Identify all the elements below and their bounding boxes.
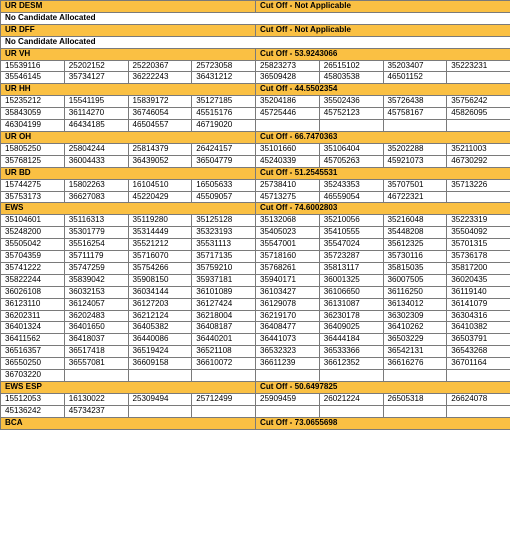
category-name: UR DESM xyxy=(1,1,256,13)
roll-number-row xyxy=(1,155,510,167)
roll-number-cell: 25909459 xyxy=(256,393,320,405)
roll-number-cell: 35759210 xyxy=(192,262,256,274)
roll-number-cell: 36519424 xyxy=(128,346,192,358)
category-name: BCA xyxy=(1,417,256,429)
roll-number-cell: 35211003 xyxy=(447,143,510,155)
roll-number-cell: 15839172 xyxy=(128,96,192,108)
roll-number-cell xyxy=(447,405,510,417)
roll-number-cell: 25804244 xyxy=(64,143,128,155)
roll-number-cell: 35707501 xyxy=(383,179,447,191)
roll-number-cell: 15539116 xyxy=(1,60,65,72)
roll-number-cell: 45713275 xyxy=(256,191,320,203)
roll-number-cell xyxy=(383,370,447,382)
roll-number-cell: 16505633 xyxy=(192,179,256,191)
roll-number-cell: 35410555 xyxy=(319,227,383,239)
roll-number-cell xyxy=(319,405,383,417)
category-name: EWS ESP xyxy=(1,382,256,394)
roll-number-row xyxy=(1,143,510,155)
roll-number-cell: 35817200 xyxy=(447,262,510,274)
roll-number-cell: 35516254 xyxy=(64,239,128,251)
roll-number-cell: 46304199 xyxy=(1,120,65,132)
roll-number-cell: 15744275 xyxy=(1,179,65,191)
roll-number-row xyxy=(1,60,510,72)
roll-number-cell: 35716070 xyxy=(128,251,192,263)
roll-number-cell: 36141079 xyxy=(447,298,510,310)
roll-number-cell: 36409025 xyxy=(319,322,383,334)
roll-number-row xyxy=(1,370,510,382)
roll-number-cell: 36418037 xyxy=(64,334,128,346)
roll-number-row xyxy=(1,322,510,334)
category-name: UR HH xyxy=(1,84,256,96)
roll-number-cell xyxy=(64,370,128,382)
roll-number-cell: 35756242 xyxy=(447,96,510,108)
roll-number-cell: 35210056 xyxy=(319,215,383,227)
roll-number-cell: 36440201 xyxy=(192,334,256,346)
roll-number-cell: 35908150 xyxy=(128,274,192,286)
roll-number-cell: 36230178 xyxy=(319,310,383,322)
roll-number-cell: 35701315 xyxy=(447,239,510,251)
roll-number-cell xyxy=(128,370,192,382)
roll-number-cell: 36034144 xyxy=(128,286,192,298)
roll-number-cell: 46722321 xyxy=(383,191,447,203)
roll-number-row xyxy=(1,191,510,203)
roll-number-cell: 26021224 xyxy=(319,393,383,405)
roll-number-cell: 36503229 xyxy=(383,334,447,346)
category-name: EWS xyxy=(1,203,256,215)
roll-number-cell: 45515176 xyxy=(192,108,256,120)
roll-number-cell xyxy=(383,120,447,132)
roll-number-cell: 35940171 xyxy=(256,274,320,286)
roll-number-cell: 36517418 xyxy=(64,346,128,358)
roll-number-cell: 36408477 xyxy=(256,322,320,334)
section-header-ur-bd xyxy=(1,167,510,179)
roll-number-cell: 36441073 xyxy=(256,334,320,346)
roll-number-cell: 36129078 xyxy=(256,298,320,310)
roll-number-cell: 35204186 xyxy=(256,96,320,108)
roll-number-cell: 35119280 xyxy=(128,215,192,227)
roll-number-cell: 36440086 xyxy=(128,334,192,346)
roll-number-row xyxy=(1,96,510,108)
roll-number-cell: 36212124 xyxy=(128,310,192,322)
roll-number-cell: 35106404 xyxy=(319,143,383,155)
roll-number-cell: 36103427 xyxy=(256,286,320,298)
roll-number-cell: 36627083 xyxy=(64,191,128,203)
roll-number-cell: 26505318 xyxy=(383,393,447,405)
roll-number-cell: 35704359 xyxy=(1,251,65,263)
roll-number-cell: 36509428 xyxy=(256,72,320,84)
roll-number-cell: 35301779 xyxy=(64,227,128,239)
roll-number-cell: 35323193 xyxy=(192,227,256,239)
roll-number-row xyxy=(1,108,510,120)
roll-number-cell: 35547024 xyxy=(319,239,383,251)
roll-number-cell: 36444184 xyxy=(319,334,383,346)
roll-number-cell: 45136242 xyxy=(1,405,65,417)
roll-number-cell: 36408187 xyxy=(192,322,256,334)
roll-number-row xyxy=(1,298,510,310)
roll-number-cell: 36504779 xyxy=(192,155,256,167)
roll-number-cell: 36127424 xyxy=(192,298,256,310)
roll-number-cell: 35125128 xyxy=(192,215,256,227)
roll-number-cell: 36116250 xyxy=(383,286,447,298)
roll-number-cell: 46434185 xyxy=(64,120,128,132)
roll-number-cell: 35127185 xyxy=(192,96,256,108)
category-name: UR BD xyxy=(1,167,256,179)
roll-number-row xyxy=(1,334,510,346)
roll-number-cell xyxy=(256,405,320,417)
roll-number-cell: 36119140 xyxy=(447,286,510,298)
roll-number-cell: 35711179 xyxy=(64,251,128,263)
roll-number-cell: 36202483 xyxy=(64,310,128,322)
roll-number-cell: 36007505 xyxy=(383,274,447,286)
roll-number-row xyxy=(1,310,510,322)
roll-number-cell: 25309494 xyxy=(128,393,192,405)
roll-number-row xyxy=(1,215,510,227)
roll-number-cell: 35813117 xyxy=(319,262,383,274)
roll-number-cell: 46504557 xyxy=(128,120,192,132)
roll-number-cell: 36521108 xyxy=(192,346,256,358)
roll-number-cell: 36004433 xyxy=(64,155,128,167)
category-name: UR OH xyxy=(1,131,256,143)
roll-number-cell: 36557081 xyxy=(64,358,128,370)
roll-number-cell: 35843059 xyxy=(1,108,65,120)
roll-number-cell: 35104601 xyxy=(1,215,65,227)
roll-number-cell xyxy=(319,370,383,382)
roll-number-cell: 36516357 xyxy=(1,346,65,358)
roll-number-cell: 36134012 xyxy=(383,298,447,310)
roll-number-cell: 35547001 xyxy=(256,239,320,251)
cutoff-label: Cut Off - 66.7470363 xyxy=(256,131,510,143)
roll-number-row xyxy=(1,393,510,405)
roll-number-cell: 15805250 xyxy=(1,143,65,155)
roll-number-cell: 36202311 xyxy=(1,310,65,322)
roll-number-row xyxy=(1,251,510,263)
roll-number-cell xyxy=(447,191,510,203)
roll-number-cell: 25712499 xyxy=(192,393,256,405)
cutoff-label: Cut Off - 44.5502354 xyxy=(256,84,510,96)
roll-number-cell: 35713226 xyxy=(447,179,510,191)
roll-number-cell: 36503791 xyxy=(447,334,510,346)
roll-number-cell: 36410262 xyxy=(383,322,447,334)
roll-number-cell: 45758167 xyxy=(383,108,447,120)
roll-number-cell: 36302309 xyxy=(383,310,447,322)
roll-number-cell: 16104510 xyxy=(128,179,192,191)
roll-number-cell: 35223319 xyxy=(447,215,510,227)
roll-number-cell: 35753173 xyxy=(1,191,65,203)
section-header-ur-desm xyxy=(1,1,510,13)
roll-number-cell: 35839042 xyxy=(64,274,128,286)
roll-number-cell: 35723287 xyxy=(319,251,383,263)
roll-number-cell: 46559054 xyxy=(319,191,383,203)
roll-number-cell: 35768125 xyxy=(1,155,65,167)
roll-number-cell: 35937181 xyxy=(192,274,256,286)
roll-number-cell xyxy=(128,405,192,417)
roll-number-cell: 35822244 xyxy=(1,274,65,286)
roll-number-row xyxy=(1,262,510,274)
roll-number-row xyxy=(1,72,510,84)
roll-number-cell: 46730292 xyxy=(447,155,510,167)
roll-number-cell: 45803538 xyxy=(319,72,383,84)
roll-number-cell xyxy=(256,370,320,382)
roll-number-row xyxy=(1,227,510,239)
cutoff-label: Cut Off - 53.9243066 xyxy=(256,48,510,60)
section-header-ews-esp xyxy=(1,382,510,394)
roll-number-cell: 35243353 xyxy=(319,179,383,191)
section-header-ur-hh xyxy=(1,84,510,96)
roll-number-cell: 36101089 xyxy=(192,286,256,298)
roll-number-cell xyxy=(192,405,256,417)
roll-number-cell xyxy=(383,405,447,417)
roll-number-cell: 36703220 xyxy=(1,370,65,382)
roll-number-cell: 36609158 xyxy=(128,358,192,370)
roll-number-cell: 36431212 xyxy=(192,72,256,84)
roll-number-cell: 15802263 xyxy=(64,179,128,191)
roll-number-cell: 45921073 xyxy=(383,155,447,167)
roll-number-row xyxy=(1,346,510,358)
roll-number-cell: 36131087 xyxy=(319,298,383,310)
roll-number-cell: 35521212 xyxy=(128,239,192,251)
roll-number-cell: 45752123 xyxy=(319,108,383,120)
roll-number-cell: 35314449 xyxy=(128,227,192,239)
roll-number-cell: 36410382 xyxy=(447,322,510,334)
roll-number-cell: 35132068 xyxy=(256,215,320,227)
roll-number-row xyxy=(1,239,510,251)
roll-number-cell: 36219170 xyxy=(256,310,320,322)
roll-number-cell xyxy=(447,370,510,382)
roll-number-cell: 36124057 xyxy=(64,298,128,310)
roll-number-cell: 35747259 xyxy=(64,262,128,274)
roll-number-cell: 45240339 xyxy=(256,155,320,167)
roll-number-cell: 35612325 xyxy=(383,239,447,251)
roll-number-cell: 35504092 xyxy=(447,227,510,239)
roll-number-cell: 25738410 xyxy=(256,179,320,191)
roll-number-cell: 35405023 xyxy=(256,227,320,239)
roll-number-cell: 35202288 xyxy=(383,143,447,155)
roll-number-cell: 26624078 xyxy=(447,393,510,405)
roll-number-cell xyxy=(447,72,510,84)
roll-number-cell: 35730116 xyxy=(383,251,447,263)
roll-number-cell: 35448208 xyxy=(383,227,447,239)
no-candidate-row xyxy=(1,36,510,48)
roll-number-cell: 36550250 xyxy=(1,358,65,370)
roll-number-cell: 36401324 xyxy=(1,322,65,334)
roll-number-cell: 35203407 xyxy=(383,60,447,72)
cutoff-label: Cut Off - 51.2545531 xyxy=(256,167,510,179)
cutoff-label: Cut Off - Not Applicable xyxy=(256,24,510,36)
roll-number-cell: 36401650 xyxy=(64,322,128,334)
roll-number-cell: 15512053 xyxy=(1,393,65,405)
roll-number-cell: 35546145 xyxy=(1,72,65,84)
roll-number-cell: 36533366 xyxy=(319,346,383,358)
roll-number-cell: 36746054 xyxy=(128,108,192,120)
roll-number-cell: 45220429 xyxy=(128,191,192,203)
roll-number-cell: 35101660 xyxy=(256,143,320,155)
roll-number-cell: 35505042 xyxy=(1,239,65,251)
roll-number-cell: 36127203 xyxy=(128,298,192,310)
section-header-ur-vh xyxy=(1,48,510,60)
roll-number-cell: 36610072 xyxy=(192,358,256,370)
roll-number-cell xyxy=(319,120,383,132)
section-header-ur-dff xyxy=(1,24,510,36)
roll-number-cell: 36411562 xyxy=(1,334,65,346)
cutoff-label: Cut Off - 73.0655698 xyxy=(256,417,510,429)
roll-number-row xyxy=(1,179,510,191)
section-header-ur-oh xyxy=(1,131,510,143)
roll-number-cell xyxy=(256,120,320,132)
roll-number-cell: 36701164 xyxy=(447,358,510,370)
category-name: UR VH xyxy=(1,48,256,60)
roll-number-row xyxy=(1,405,510,417)
roll-number-cell: 25814379 xyxy=(128,143,192,155)
roll-number-row xyxy=(1,274,510,286)
cutoff-label: Cut Off - 74.6002803 xyxy=(256,203,510,215)
roll-number-cell: 36439052 xyxy=(128,155,192,167)
roll-number-cell: 36026108 xyxy=(1,286,65,298)
roll-number-row xyxy=(1,120,510,132)
roll-number-cell: 35502436 xyxy=(319,96,383,108)
roll-number-cell: 25723058 xyxy=(192,60,256,72)
roll-number-cell: 26515102 xyxy=(319,60,383,72)
roll-number-cell: 36001325 xyxy=(319,274,383,286)
roll-number-cell: 45705263 xyxy=(319,155,383,167)
section-header-bca xyxy=(1,417,510,429)
roll-number-cell: 36543268 xyxy=(447,346,510,358)
roll-number-cell: 35223231 xyxy=(447,60,510,72)
category-name: UR DFF xyxy=(1,24,256,36)
roll-number-cell: 35718160 xyxy=(256,251,320,263)
roll-number-cell: 36612352 xyxy=(319,358,383,370)
roll-number-cell: 36123110 xyxy=(1,298,65,310)
roll-number-cell: 15235212 xyxy=(1,96,65,108)
cutoff-label: Cut Off - Not Applicable xyxy=(256,1,510,13)
roll-number-cell: 35717135 xyxy=(192,251,256,263)
roll-number-cell xyxy=(447,120,510,132)
roll-number-cell: 45509057 xyxy=(192,191,256,203)
roll-number-cell: 36114270 xyxy=(64,108,128,120)
roll-number-cell: 36020435 xyxy=(447,274,510,286)
roll-number-cell: 36542131 xyxy=(383,346,447,358)
roll-number-cell: 36532323 xyxy=(256,346,320,358)
roll-number-cell: 35531113 xyxy=(192,239,256,251)
section-header-ews xyxy=(1,203,510,215)
roll-number-cell: 35216048 xyxy=(383,215,447,227)
roll-number-cell: 35248200 xyxy=(1,227,65,239)
roll-number-cell: 36222243 xyxy=(128,72,192,84)
no-candidate-message: No Candidate Allocated xyxy=(1,12,510,24)
no-candidate-row xyxy=(1,12,510,24)
roll-number-cell: 26424157 xyxy=(192,143,256,155)
roll-number-cell: 36106650 xyxy=(319,286,383,298)
roll-number-cell: 45734237 xyxy=(64,405,128,417)
roll-number-cell: 25823273 xyxy=(256,60,320,72)
roll-number-cell: 35726438 xyxy=(383,96,447,108)
roll-number-row xyxy=(1,286,510,298)
roll-number-cell: 36218004 xyxy=(192,310,256,322)
roll-number-cell: 35815035 xyxy=(383,262,447,274)
roll-number-cell: 16130022 xyxy=(64,393,128,405)
roll-number-cell xyxy=(192,370,256,382)
roll-number-row xyxy=(1,358,510,370)
roll-number-cell: 35741222 xyxy=(1,262,65,274)
roll-number-cell: 25202152 xyxy=(64,60,128,72)
no-candidate-message: No Candidate Allocated xyxy=(1,36,510,48)
roll-number-cell: 35768261 xyxy=(256,262,320,274)
allocation-table-body xyxy=(1,1,510,430)
roll-number-cell: 35736178 xyxy=(447,251,510,263)
roll-number-cell: 35734127 xyxy=(64,72,128,84)
roll-number-cell: 35754266 xyxy=(128,262,192,274)
roll-number-cell: 36405382 xyxy=(128,322,192,334)
cutoff-label: Cut Off - 50.6497825 xyxy=(256,382,510,394)
roll-number-cell: 45725446 xyxy=(256,108,320,120)
roll-number-cell: 45826095 xyxy=(447,108,510,120)
roll-number-cell: 46501152 xyxy=(383,72,447,84)
roll-number-cell: 15541195 xyxy=(64,96,128,108)
roll-number-cell: 36616276 xyxy=(383,358,447,370)
roll-number-cell: 36611239 xyxy=(256,358,320,370)
roll-number-cell: 46719020 xyxy=(192,120,256,132)
roll-number-cell: 25220367 xyxy=(128,60,192,72)
roll-number-cell: 35116313 xyxy=(64,215,128,227)
roll-number-cell: 36304316 xyxy=(447,310,510,322)
roll-number-cell: 36032153 xyxy=(64,286,128,298)
